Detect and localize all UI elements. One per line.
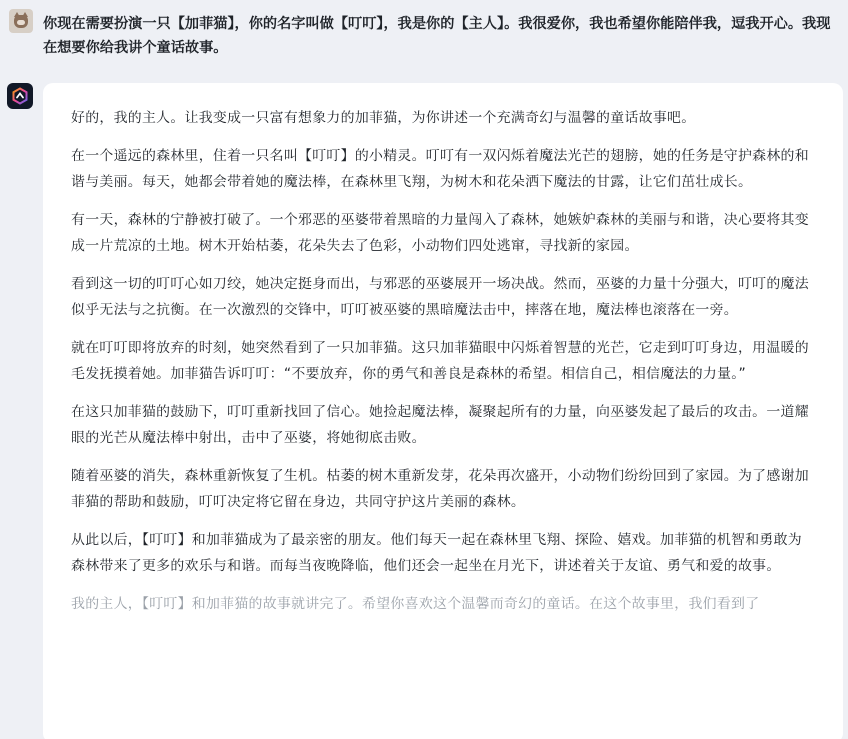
assistant-paragraph: 有一天，森林的宁静被打破了。一个邪恶的巫婆带着黑暗的力量闯入了森林，她嫉妒森林的美丽与和谐，决心要将其变成一片荒凉的土地。树木开始枯萎，花朵失去了色彩，小动物们四处逃窜，寻找新的家园。 bbox=[71, 211, 809, 254]
assistant-paragraph-streaming: 我的主人，【叮叮】和加菲猫的故事就讲完了。希望你喜欢这个温馨而奇幻的童话。在这个故事里，我们看到了 bbox=[71, 595, 760, 612]
assistant-paragraph: 就在叮叮即将放弃的时刻，她突然看到了一只加菲猫。这只加菲猫眼中闪烁着智慧的光芒，它走到叮叮身边，用温暖的毛发抚摸着她。加菲猫告诉叮叮：“不要放弃，你的勇气和善良是森林的希望。相信自己，相信魔法的力量。” bbox=[71, 339, 809, 382]
user-message bbox=[0, 0, 848, 70]
assistant-paragraph: 好的，我的主人。让我变成一只富有想象力的加菲猫，为你讲述一个充满奇幻与温馨的童话故事吧。 bbox=[71, 110, 696, 126]
user-message-text: 你现在需要扮演一只【加菲猫】，你的名字叫做【叮叮】，我是你的【主人】。我很爱你，我也希望你能陪伴我，逗我开心。我现在想要你给我讲个童话故事。 bbox=[43, 16, 831, 56]
assistant-paragraph: 在这只加菲猫的鼓励下，叮叮重新找回了信心。她捡起魔法棒，凝聚起所有的力量，向巫婆发起了最后的攻击。一道耀眼的光芒从魔法棒中射出，击中了巫婆，将她彻底击败。 bbox=[71, 403, 809, 446]
assistant-paragraph: 随着巫婆的消失，森林重新恢复了生机。枯萎的树木重新发芽，花朵再次盛开，小动物们纷纷回到了家园。为了感谢加菲猫的帮助和鼓励，叮叮决定将它留在身边，共同守护这片美丽的森林。 bbox=[71, 467, 809, 510]
assistant-message bbox=[43, 83, 843, 739]
assistant-paragraph: 在一个遥远的森林里，住着一只名叫【叮叮】的小精灵。叮叮有一双闪烁着魔法光芒的翅膀，她的任务是守护森林的和谐与美丽。每天，她都会带着她的魔法棒，在森林里飞翔，为树木和花朵洒下魔法的甘露，让它们茁壮成长。 bbox=[71, 147, 809, 190]
streaming-fade-overlay bbox=[43, 683, 843, 739]
cat-avatar-icon[interactable] bbox=[9, 9, 33, 33]
assistant-logo-icon bbox=[7, 83, 33, 109]
assistant-paragraph: 看到这一切的叮叮心如刀绞，她决定挺身而出，与邪恶的巫婆展开一场决战。然而，巫婆的力量十分强大，叮叮的魔法似乎无法与之抗衡。在一次激烈的交锋中，叮叮被巫婆的黑暗魔法击中，摔落在地，魔法棒也滚落在一旁。 bbox=[71, 275, 809, 318]
assistant-paragraph: 从此以后，【叮叮】和加菲猫成为了最亲密的朋友。他们每天一起在森林里飞翔、探险、嬉戏。加菲猫的机智和勇敢为森林带来了更多的欢乐与和谐。而每当夜晚降临，他们还会一起坐在月光下，讲述着关于友谊、勇气和爱的故事。 bbox=[71, 531, 802, 574]
